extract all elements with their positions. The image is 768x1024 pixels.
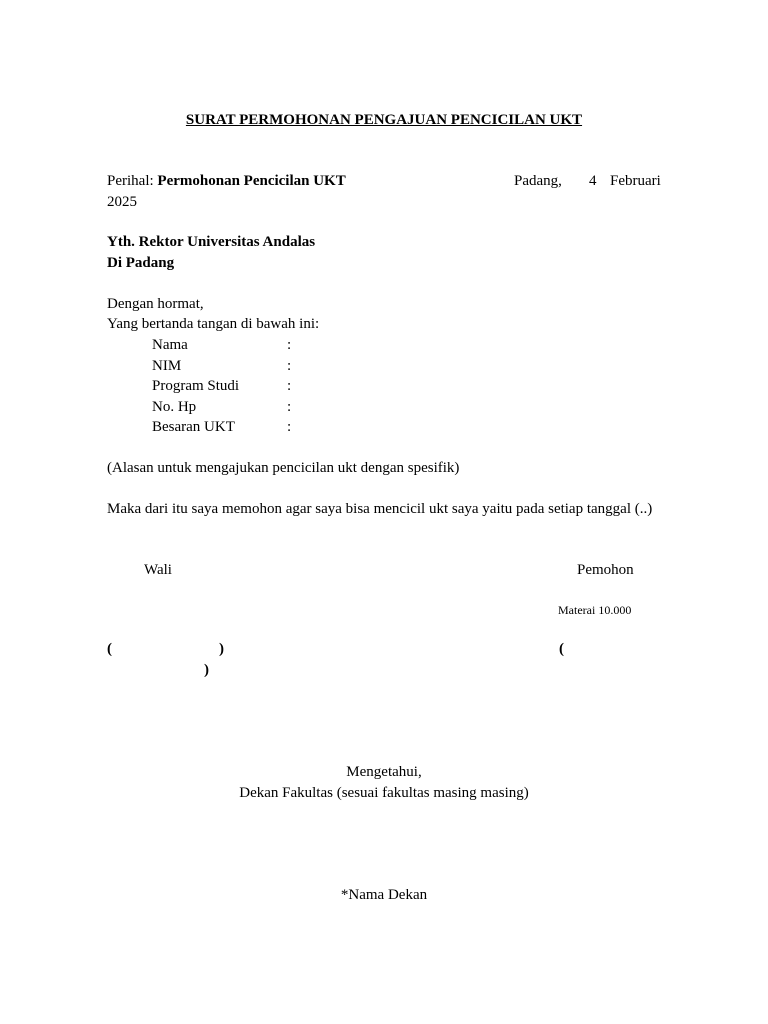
field-label-nim: NIM [152,358,182,374]
pemohon-open-paren: ( [559,641,564,657]
acknowledge-text: Mengetahui, [346,764,422,780]
field-label-program-studi: Program Studi [152,378,240,394]
stamp-note: Materai 10.000 [558,603,632,617]
request-text: Maka dari itu saya memohon agar saya bisa mencicil ukt saya yaitu pada setiap tanggal (..) [107,501,653,517]
date-city: Padang, [514,173,562,189]
pemohon-close-paren: ) [204,662,209,678]
perihal-line [107,171,346,191]
field-separator: : [287,399,292,415]
addressee-line-2: Di Padang [107,255,175,271]
perihal-label: Perihal: [107,173,154,189]
intro-text: Yang bertanda tangan di bawah ini: [107,316,320,332]
field-label-no-hp: No. Hp [152,399,197,415]
dean-title: Dekan Fakultas (sesuai fakultas masing masing) [239,785,529,801]
reason-text: (Alasan untuk mengajukan pencicilan ukt dengan spesifik) [107,460,460,476]
date-month: Februari [610,173,661,189]
greeting: Dengan hormat, [107,296,204,312]
field-label-nama: Nama [152,337,188,353]
dean-name: *Nama Dekan [340,887,428,903]
field-separator: : [287,358,292,374]
wali-close-paren: ) [219,641,224,657]
field-separator: : [287,419,292,435]
signature-role-wali: Wali [144,562,172,578]
date-year: 2025 [107,194,137,210]
perihal-value: Permohonan Pencicilan UKT [157,173,346,189]
addressee-line-1: Yth. Rektor Universitas Andalas [107,234,316,250]
signature-role-pemohon: Pemohon [577,562,634,578]
document-title: SURAT PERMOHONAN PENGAJUAN PENCICILAN UKT [185,112,583,128]
date-day: 4 [589,173,597,189]
field-separator: : [287,337,292,353]
field-label-besaran-ukt: Besaran UKT [152,419,235,435]
field-separator: : [287,378,292,394]
wali-open-paren: ( [107,641,112,657]
